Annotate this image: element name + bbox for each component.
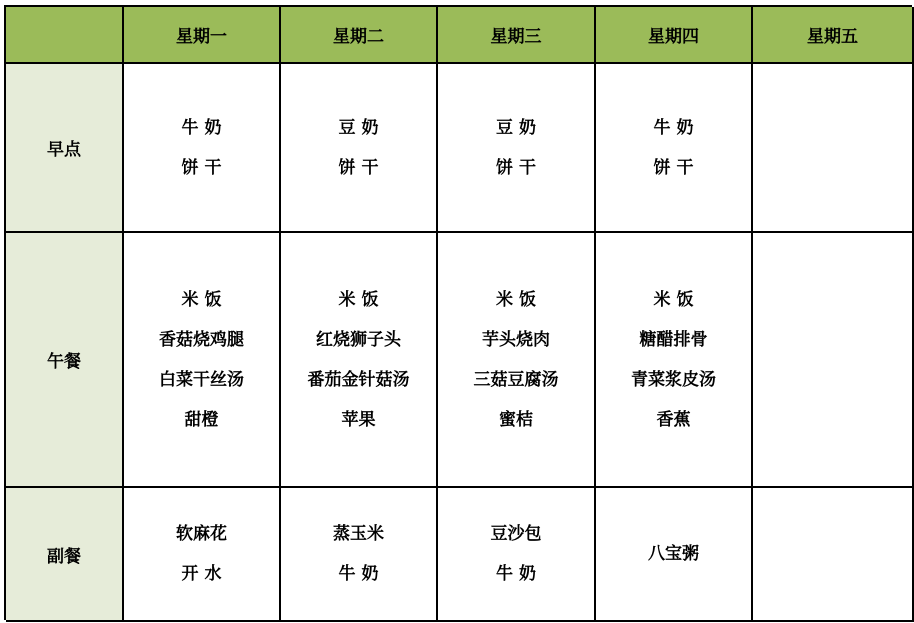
menu-cell-breakfast-thursday [596,64,753,233]
header-corner-cell [6,7,124,64]
menu-cell-breakfast-tuesday [281,64,438,233]
menu-item: 牛 奶 [496,564,536,584]
menu-cell-breakfast-friday [753,64,914,233]
header-day-wednesday: 星期三 [438,7,596,64]
row-label-lunch: 午餐 [6,233,124,488]
menu-item: 米 饭 [181,289,222,310]
menu-cell-side-thursday [596,488,753,622]
row-label-breakfast: 早点 [6,64,124,233]
menu-item: 开 水 [181,564,222,584]
menu-item: 苹果 [341,409,376,430]
menu-cell-lunch-friday [753,233,914,488]
menu-item: 牛 奶 [653,117,694,138]
menu-cell-side-friday [753,488,914,622]
menu-item: 饼 干 [181,157,222,178]
menu-item: 白菜干丝汤 [159,369,244,390]
menu-item: 米 饭 [338,289,379,310]
menu-cell-lunch-wednesday [438,233,596,488]
menu-item: 饼 干 [496,157,536,178]
menu-item: 红烧狮子头 [316,329,401,350]
header-day-tuesday: 星期二 [281,7,438,64]
header-day-friday: 星期五 [753,7,914,64]
menu-cell-side-monday [124,488,281,622]
menu-cell-breakfast-wednesday [438,64,596,233]
menu-cell-lunch-thursday [596,233,753,488]
menu-item: 牛 奶 [338,564,379,584]
menu-cell-side-tuesday [281,488,438,622]
menu-item: 青菜浆皮汤 [631,369,716,390]
row-label-side-meal: 副餐 [6,488,124,622]
menu-item: 蒸玉米 [333,524,384,544]
menu-item: 饼 干 [653,157,694,178]
header-day-thursday: 星期四 [596,7,753,64]
menu-item: 甜橙 [184,409,219,430]
menu-item: 米 饭 [496,289,536,310]
header-day-monday: 星期一 [124,7,281,64]
weekly-menu-table [4,5,912,620]
menu-item: 香蕉 [656,409,691,430]
menu-item: 糖醋排骨 [639,329,708,350]
menu-item: 软麻花 [176,524,227,544]
menu-item: 香菇烧鸡腿 [159,329,244,350]
menu-item: 豆 奶 [496,117,536,138]
menu-cell-lunch-tuesday [281,233,438,488]
menu-item: 米 饭 [653,289,694,310]
menu-item: 三菇豆腐汤 [473,369,559,390]
menu-cell-side-wednesday [438,488,596,622]
menu-cell-breakfast-monday [124,64,281,233]
menu-item: 芋头烧肉 [482,329,550,350]
menu-item: 豆沙包 [490,524,542,544]
menu-item: 番茄金针菇汤 [307,369,410,390]
menu-item: 八宝粥 [648,544,699,564]
menu-item: 豆 奶 [338,117,379,138]
menu-item: 饼 干 [338,157,379,178]
menu-item: 蜜桔 [499,409,533,430]
menu-cell-lunch-monday [124,233,281,488]
menu-item: 牛 奶 [181,117,222,138]
